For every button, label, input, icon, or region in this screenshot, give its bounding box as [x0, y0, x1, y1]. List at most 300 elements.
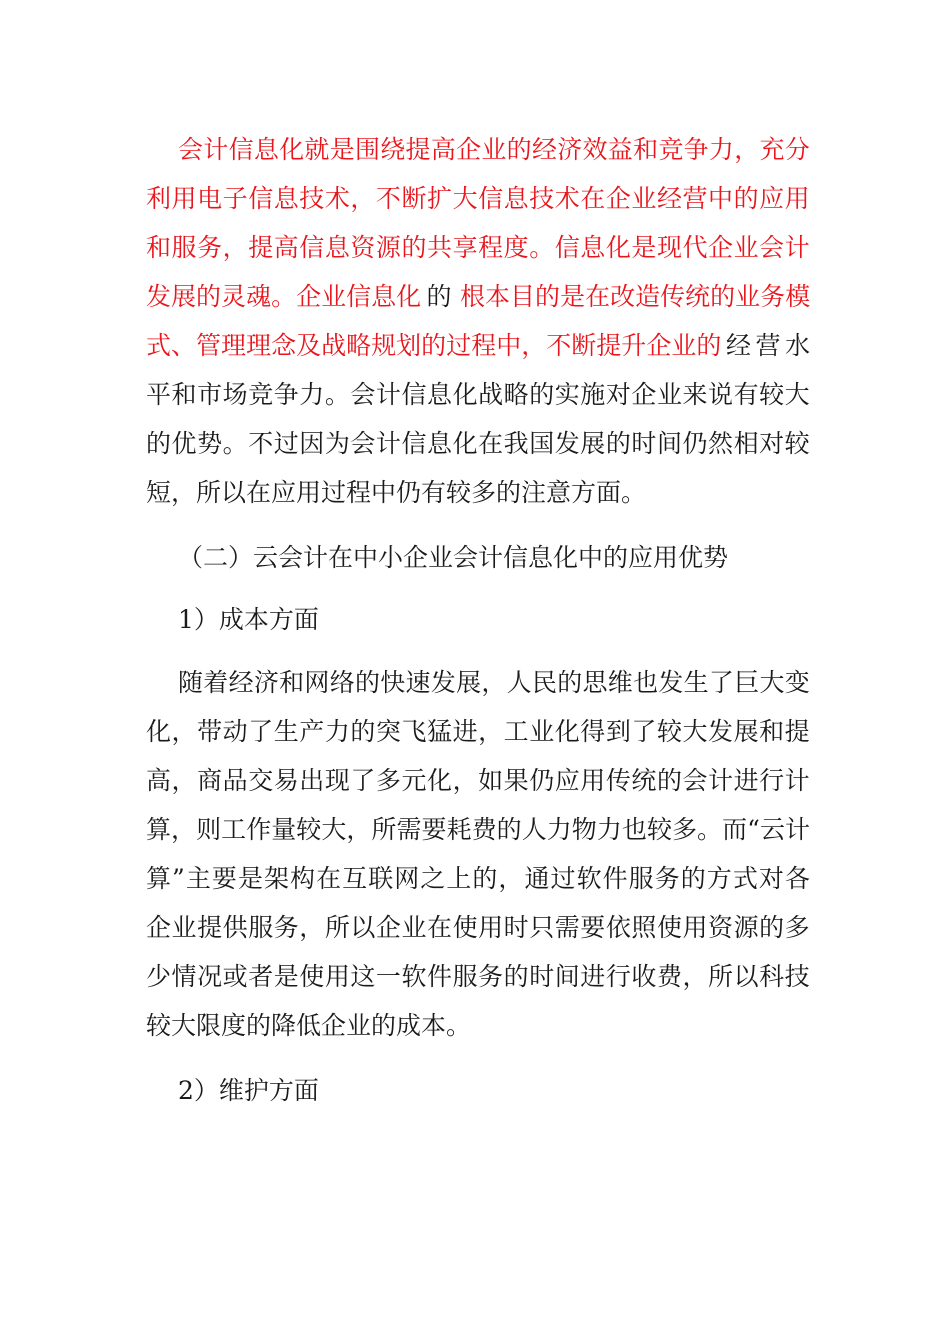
text-segment	[146, 808, 810, 852]
text-char: 利	[146, 184, 172, 213]
text-char: 时	[503, 913, 529, 942]
text-char: 业	[481, 135, 507, 164]
text-char: 大	[682, 717, 708, 746]
text-char: 是	[273, 962, 299, 991]
text-char: 绕	[380, 135, 406, 164]
text-char: 巨	[734, 668, 760, 697]
text-char: 现	[324, 766, 350, 795]
text-segment	[178, 128, 810, 172]
text-char: 使	[452, 913, 478, 942]
text-char: 费	[471, 815, 497, 844]
text-segment: 短，所以在应用过程中仍有较多的注意方面。	[146, 478, 647, 507]
text-char: 息	[253, 135, 279, 164]
paragraph2-line-2	[146, 710, 810, 754]
text-char: 而	[722, 815, 748, 844]
text-char: 业	[171, 913, 197, 942]
text-char: 互	[342, 864, 368, 893]
text-char: 展	[580, 429, 606, 458]
paragraph2-line-4	[146, 808, 810, 852]
paragraph2-line-3	[146, 759, 810, 803]
text-char: 多	[671, 815, 697, 844]
text-char: 化	[554, 717, 580, 746]
text-char: 效	[582, 135, 608, 164]
text-char: 信	[228, 135, 254, 164]
text-char: 企	[146, 913, 172, 942]
text-char: 度	[503, 233, 529, 262]
text-char: 联	[368, 864, 394, 893]
text-char: 源	[375, 233, 401, 262]
text-char: 和	[633, 135, 659, 164]
text-char: 了	[248, 717, 274, 746]
text-char: ，	[521, 331, 547, 360]
text-char: 化	[452, 429, 478, 458]
text-char: 务	[478, 962, 504, 991]
text-char: 的	[759, 913, 785, 942]
paragraph1-line-6	[146, 373, 810, 417]
text-char: 化	[605, 233, 631, 262]
text-char: 以	[350, 913, 376, 942]
text-char: 各	[784, 864, 810, 893]
text-char: 过	[446, 331, 472, 360]
text-char: 工	[503, 717, 529, 746]
text-char: 实	[554, 380, 580, 409]
text-segment	[146, 422, 810, 466]
text-char: 场	[222, 380, 248, 409]
text-char: 思	[582, 668, 608, 697]
text-char: ，	[222, 233, 248, 262]
paragraph1-line-2	[146, 177, 810, 221]
text-char: ，	[171, 717, 197, 746]
text-char: 魂	[246, 282, 272, 311]
text-char: 的	[656, 766, 682, 795]
text-char: 的	[421, 331, 447, 360]
text-char: 计	[708, 766, 734, 795]
text-char: 高	[146, 766, 172, 795]
text-char: 略	[346, 331, 372, 360]
text-char: 算	[146, 864, 172, 893]
text-char: ，	[171, 766, 197, 795]
text-char: 供	[222, 913, 248, 942]
text-char: 企	[456, 135, 482, 164]
text-char: 的	[733, 184, 759, 213]
text-char: 突	[375, 717, 401, 746]
text-char: 改	[610, 282, 636, 311]
text-char: 会	[682, 766, 708, 795]
text-char: 战	[478, 380, 504, 409]
text-char: 术	[554, 184, 580, 213]
text-char: 统	[631, 766, 657, 795]
text-char: 扩	[427, 184, 453, 213]
text-char: 费	[656, 962, 682, 991]
text-char: 不	[375, 184, 401, 213]
text-char: ，	[734, 135, 760, 164]
text-char: 享	[452, 233, 478, 262]
text-char: 代	[682, 233, 708, 262]
text-char: 带	[197, 717, 223, 746]
text-char: 收	[631, 962, 657, 991]
text-char: 、	[171, 331, 197, 360]
text-char: 元	[401, 766, 427, 795]
text-char: 业	[401, 913, 427, 942]
text-char: 为	[324, 429, 350, 458]
text-char: 应	[759, 184, 785, 213]
text-char: 在	[316, 864, 342, 893]
text-char: 发	[554, 429, 580, 458]
text-char: 息	[371, 282, 397, 311]
text-char: 模	[785, 282, 811, 311]
text-char: 量	[271, 815, 297, 844]
paragraph1-line-7	[146, 422, 810, 466]
text-char: 发	[708, 717, 734, 746]
text-char: 所	[708, 962, 734, 991]
text-char: 中	[496, 331, 522, 360]
text-char: 略	[503, 380, 529, 409]
text-char: 要	[580, 913, 606, 942]
text-char: 展	[456, 668, 482, 697]
subheading-cost-text: 1）成本方面	[178, 605, 319, 634]
text-char: 交	[248, 766, 274, 795]
text-char: 计	[375, 380, 401, 409]
text-char: 大	[321, 815, 347, 844]
text-char: 业	[656, 380, 682, 409]
text-char: 共	[427, 233, 453, 262]
text-char: 就	[304, 135, 330, 164]
text-char: 工	[221, 815, 247, 844]
text-char: 经	[531, 135, 557, 164]
text-char: 用	[171, 184, 197, 213]
text-char: 。	[697, 815, 723, 844]
text-char: 力	[708, 135, 734, 164]
text-char: 务	[273, 913, 299, 942]
text-char: 在	[585, 282, 611, 311]
text-char: 划	[396, 331, 422, 360]
text-char: 争	[273, 380, 299, 409]
text-char: 。	[222, 429, 248, 458]
text-segment	[146, 324, 722, 368]
text-char: 化	[146, 717, 172, 746]
text-char: 速	[405, 668, 431, 697]
text-char: 信	[248, 184, 274, 213]
paragraph2-line-1	[178, 661, 810, 705]
text-char: 务	[760, 282, 786, 311]
text-char: 况	[197, 962, 223, 991]
text-char: 管	[196, 331, 222, 360]
text-char: 以	[733, 962, 759, 991]
text-char: 规	[371, 331, 397, 360]
text-char: ，	[481, 668, 507, 697]
text-char: 来	[682, 380, 708, 409]
text-char: 使	[656, 913, 682, 942]
text-char: 提	[405, 135, 431, 164]
text-char: 在	[427, 913, 453, 942]
text-char: 得	[580, 717, 606, 746]
text-char: 行	[605, 962, 631, 991]
text-char: ，	[498, 864, 524, 893]
text-char: 网	[304, 668, 330, 697]
text-char: 营	[755, 331, 781, 360]
text-char: 水	[784, 331, 810, 360]
text-segment	[460, 275, 810, 319]
text-char: 算	[146, 815, 172, 844]
text-char: 变	[784, 668, 810, 697]
text-segment	[146, 226, 810, 270]
text-char: 势	[197, 429, 223, 458]
text-char: 之	[420, 864, 446, 893]
text-char: 展	[733, 717, 759, 746]
text-char: 业	[631, 184, 657, 213]
text-char: ，	[452, 766, 478, 795]
text-char: 。	[271, 282, 297, 311]
text-char: 科	[759, 962, 785, 991]
text-char: 的	[710, 282, 736, 311]
text-char: 行	[759, 766, 785, 795]
text-char: 计	[784, 233, 810, 262]
text-char: 提	[596, 331, 622, 360]
text-char: 依	[605, 913, 631, 942]
text-char: 用	[682, 913, 708, 942]
text-char: 的	[496, 815, 522, 844]
text-char: 本	[485, 282, 511, 311]
text-char: 计	[784, 815, 810, 844]
paragraph1-line-4	[146, 275, 810, 319]
text-char: 和	[146, 233, 172, 262]
text-char: 的	[506, 135, 532, 164]
text-char: 对	[605, 380, 631, 409]
text-char: 方	[706, 864, 732, 893]
text-char: 猛	[427, 717, 453, 746]
text-char: 用	[784, 184, 810, 213]
text-segment	[146, 955, 810, 999]
text-char: 要	[211, 864, 237, 893]
text-char: 服	[171, 233, 197, 262]
text-char: 程	[478, 233, 504, 262]
text-char: 经	[228, 668, 254, 697]
text-segment	[146, 275, 421, 319]
text-segment	[146, 373, 810, 417]
text-char: 化	[396, 282, 422, 311]
text-char: 展	[171, 282, 197, 311]
text-char: 过	[273, 429, 299, 458]
text-char: 会	[350, 380, 376, 409]
text-char: 信	[401, 429, 427, 458]
text-char: 式	[146, 331, 172, 360]
text-char: 多	[784, 913, 810, 942]
text-char: 人	[521, 815, 547, 844]
text-char: 灵	[221, 282, 247, 311]
text-char: 的	[472, 864, 498, 893]
text-char: 国	[529, 429, 555, 458]
text-char: 提	[197, 913, 223, 942]
text-segment: 较大限度的降低企业的成本。	[146, 1011, 472, 1040]
text-char: 业	[735, 282, 761, 311]
text-char: 者	[248, 962, 274, 991]
text-char: 服	[628, 864, 654, 893]
text-char: 会	[759, 233, 785, 262]
text-char: 的	[529, 380, 555, 409]
text-char: 要	[421, 815, 447, 844]
text-char: 件	[427, 962, 453, 991]
text-char: 企	[605, 184, 631, 213]
text-char: 出	[299, 766, 325, 795]
text-char: 也	[633, 668, 659, 697]
text-char: 有	[733, 380, 759, 409]
text-char: 照	[631, 913, 657, 942]
text-char: 较	[296, 815, 322, 844]
text-char: 用	[478, 913, 504, 942]
text-char: 通	[524, 864, 550, 893]
text-char: 或	[222, 962, 248, 991]
text-char: 用	[324, 962, 350, 991]
text-char: 是	[560, 282, 586, 311]
text-char: 了	[708, 668, 734, 697]
text-char: 的	[557, 668, 583, 697]
text-char: 理	[246, 331, 272, 360]
text-char: 式	[732, 864, 758, 893]
text-char: 和	[759, 717, 785, 746]
text-char: 用	[580, 766, 606, 795]
subheading-maintenance	[178, 1069, 842, 1113]
text-char: 的	[426, 282, 452, 311]
text-char: 动	[222, 717, 248, 746]
paragraph1-line-5	[146, 324, 810, 368]
text-char: 技	[529, 184, 555, 213]
text-char: 化	[279, 135, 305, 164]
text-char: 企	[375, 913, 401, 942]
text-char: 需	[554, 913, 580, 942]
text-char: ”	[172, 864, 185, 893]
text-segment	[726, 324, 810, 368]
text-char: 进	[580, 962, 606, 991]
text-char: 的	[503, 962, 529, 991]
text-char: 维	[607, 668, 633, 697]
text-char: ，	[171, 815, 197, 844]
text-char: 情	[171, 962, 197, 991]
text-char: 益	[607, 135, 633, 164]
text-char: 发	[146, 282, 172, 311]
text-char: 息	[273, 184, 299, 213]
text-char: 如	[478, 766, 504, 795]
text-char: 信	[299, 233, 325, 262]
text-char: 云	[759, 815, 785, 844]
paragraph1-line-1	[178, 128, 810, 172]
text-char: 力	[299, 380, 325, 409]
text-char: 传	[660, 282, 686, 311]
text-segment	[146, 906, 810, 950]
text-char: 发	[430, 668, 456, 697]
text-char: 时	[631, 429, 657, 458]
text-char: 计	[203, 135, 229, 164]
text-char: 件	[602, 864, 628, 893]
text-char: 程	[471, 331, 497, 360]
text-char: 所	[324, 913, 350, 942]
text-char: 的	[680, 864, 706, 893]
text-char: 是	[329, 135, 355, 164]
text-char: 断	[401, 184, 427, 213]
text-char: 品	[222, 766, 248, 795]
text-char: 也	[621, 815, 647, 844]
text-char: 力	[596, 815, 622, 844]
text-char: 只	[529, 913, 555, 942]
text-char: 和	[171, 380, 197, 409]
text-char: 理	[221, 331, 247, 360]
text-char: 因	[299, 429, 325, 458]
text-char: 争	[683, 135, 709, 164]
text-char: 服	[248, 913, 274, 942]
text-char: 资	[350, 233, 376, 262]
text-char: ，	[299, 913, 325, 942]
text-char: 对	[759, 429, 785, 458]
text-char: 企	[708, 233, 734, 262]
text-char: 提	[248, 233, 274, 262]
text-char: 发	[658, 668, 684, 697]
paragraph1-line-3	[146, 226, 810, 270]
text-char: 信	[554, 233, 580, 262]
text-char: 经	[656, 184, 682, 213]
text-char: 络	[329, 668, 355, 697]
paragraph1-line-8	[146, 471, 810, 515]
text-char: 断	[571, 331, 597, 360]
text-segment	[146, 759, 810, 803]
text-char: 高	[430, 135, 456, 164]
text-char: 上	[446, 864, 472, 893]
text-char: 进	[452, 717, 478, 746]
text-char: 息	[580, 233, 606, 262]
text-char: 子	[222, 184, 248, 213]
text-char: 快	[380, 668, 406, 697]
text-char: 务	[654, 864, 680, 893]
text-char: 营	[682, 184, 708, 213]
text-char: 力	[324, 717, 350, 746]
text-char: 耗	[446, 815, 472, 844]
text-char: 随	[178, 668, 204, 697]
text-char: 了	[350, 766, 376, 795]
text-char: 统	[685, 282, 711, 311]
text-char: 及	[296, 331, 322, 360]
text-char: 分	[784, 135, 810, 164]
text-char: 务	[197, 233, 223, 262]
text-char: 信	[346, 282, 372, 311]
text-char: 企	[296, 282, 322, 311]
section-heading-text: （二）云会计在中小企业会计信息化中的应用优势	[178, 543, 729, 572]
text-char: 然	[708, 429, 734, 458]
paragraph2-line-7	[146, 955, 810, 999]
text-char: 提	[784, 717, 810, 746]
text-char: 软	[401, 962, 427, 991]
text-char: 围	[354, 135, 380, 164]
text-char: 服	[452, 962, 478, 991]
text-char: 相	[733, 429, 759, 458]
text-char: 在	[580, 184, 606, 213]
text-char: 到	[605, 717, 631, 746]
text-char: 间	[554, 962, 580, 991]
text-char: ，	[346, 815, 372, 844]
text-char: 业	[671, 331, 697, 360]
text-char: 的	[146, 429, 172, 458]
text-char: 化	[452, 380, 478, 409]
text-char: 网	[394, 864, 420, 893]
text-char: ，	[478, 717, 504, 746]
text-char: 我	[503, 429, 529, 458]
text-char: 需	[396, 815, 422, 844]
text-char: 则	[196, 815, 222, 844]
text-char: 业	[321, 282, 347, 311]
text-char: 的	[605, 429, 631, 458]
text-segment	[146, 177, 810, 221]
text-char: 应	[554, 766, 580, 795]
section-heading	[178, 536, 842, 580]
text-char: 一	[375, 962, 401, 991]
text-char: 会	[350, 429, 376, 458]
